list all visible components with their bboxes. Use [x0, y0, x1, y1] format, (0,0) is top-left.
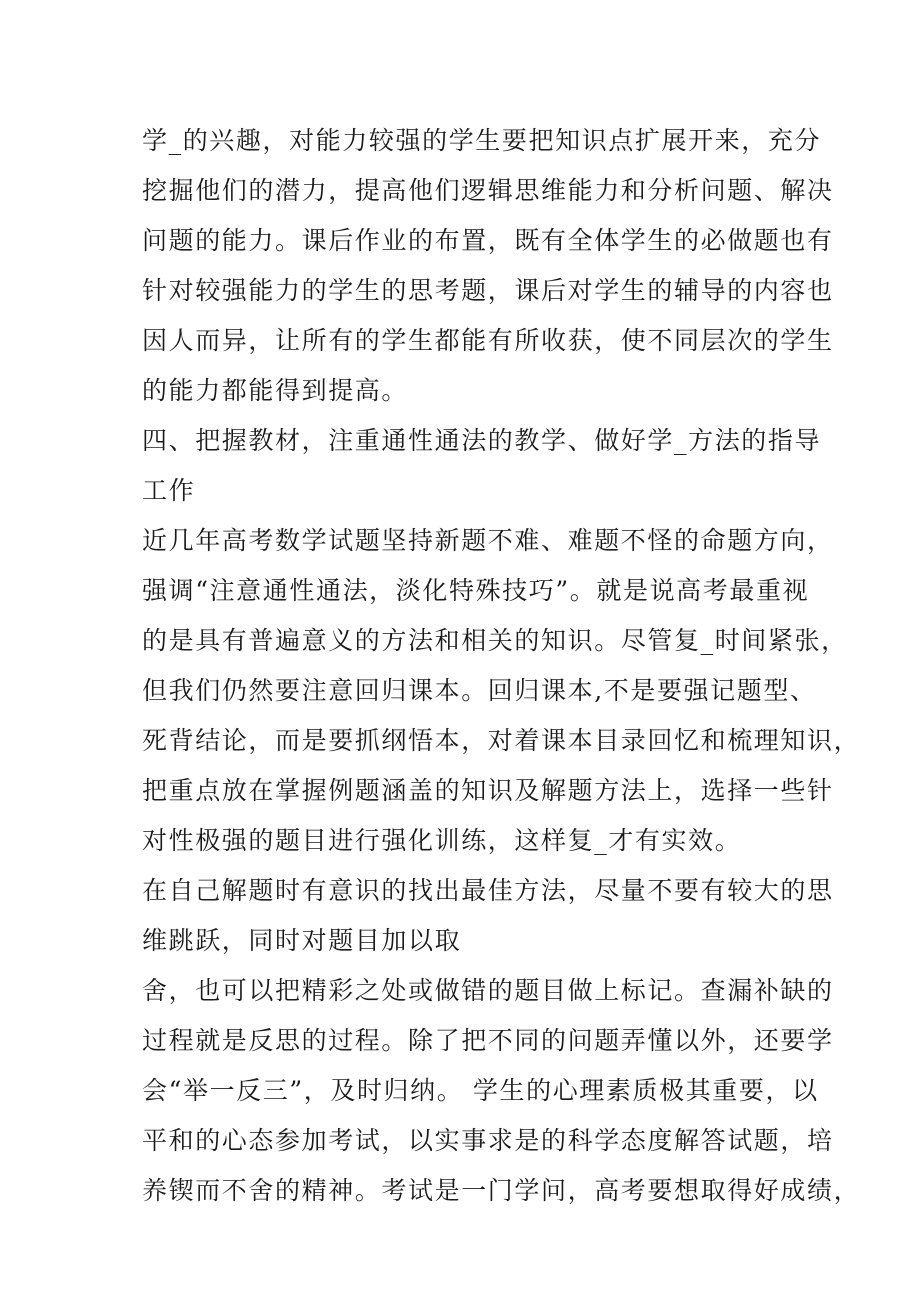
- text-line: 但我们仍然要注意回归课本。回归课本,不是要强记题型、: [142, 676, 817, 705]
- text-line: 舍，也可以把精彩之处或做错的题目做上标记。查漏补缺的: [142, 976, 834, 1005]
- text-line: 近几年高考数学试题坚持新题不难、难题不怪的命题方向，: [142, 526, 834, 555]
- text-line: 维跳跃，同时对题目加以取: [142, 926, 462, 955]
- text-line: 死背结论，而是要抓纲悟本，对着课本目录回忆和梳理知识，: [142, 726, 861, 755]
- section-heading-line: 工作: [142, 476, 196, 505]
- document-body: [142, 116, 861, 1216]
- text-line: 问题的能力。课后作业的布置，既有全体学生的必做题也有: [142, 226, 834, 255]
- text-line: 的能力都能得到提高。: [142, 376, 409, 405]
- text-line: 因人而异，让所有的学生都能有所收获，使不同层次的学生: [142, 326, 834, 355]
- text-line: 在自己解题时有意识的找出最佳方法，尽量不要有较大的思: [142, 876, 834, 905]
- text-line: 对性极强的题目进行强化训练，这样复_才有实效。: [142, 826, 742, 855]
- text-line: 过程就是反思的过程。除了把不同的问题弄懂以外，还要学: [142, 1026, 834, 1055]
- text-line: 挖掘他们的潜力，提高他们逻辑思维能力和分析问题、解决: [142, 176, 834, 205]
- text-line: 平和的心态参加考试，以实事求是的科学态度解答试题，培: [142, 1126, 834, 1155]
- text-line: 的是具有普遍意义的方法和相关的知识。尽管复_时间紧张，: [142, 626, 848, 655]
- text-line: 把重点放在掌握例题涵盖的知识及解题方法上，选择一些针: [142, 776, 834, 805]
- text-line: 养锲而不舍的精神。考试是一门学问，高考要想取得好成绩，: [142, 1176, 861, 1205]
- text-line: 学_的兴趣，对能力较强的学生要把知识点扩展开来，充分: [142, 126, 822, 155]
- text-line: 强调“注意通性通法，淡化特殊技巧”。就是说高考最重视: [142, 576, 810, 605]
- text-line: 会“举一反三”，及时归纳。 学生的心理素质极其重要，以: [142, 1076, 819, 1105]
- text-line: 针对较强能力的学生的思考题，课后对学生的辅导的内容也: [142, 276, 834, 305]
- section-heading-line: 四、把握教材，注重通性通法的教学、做好学_方法的指导: [142, 426, 822, 455]
